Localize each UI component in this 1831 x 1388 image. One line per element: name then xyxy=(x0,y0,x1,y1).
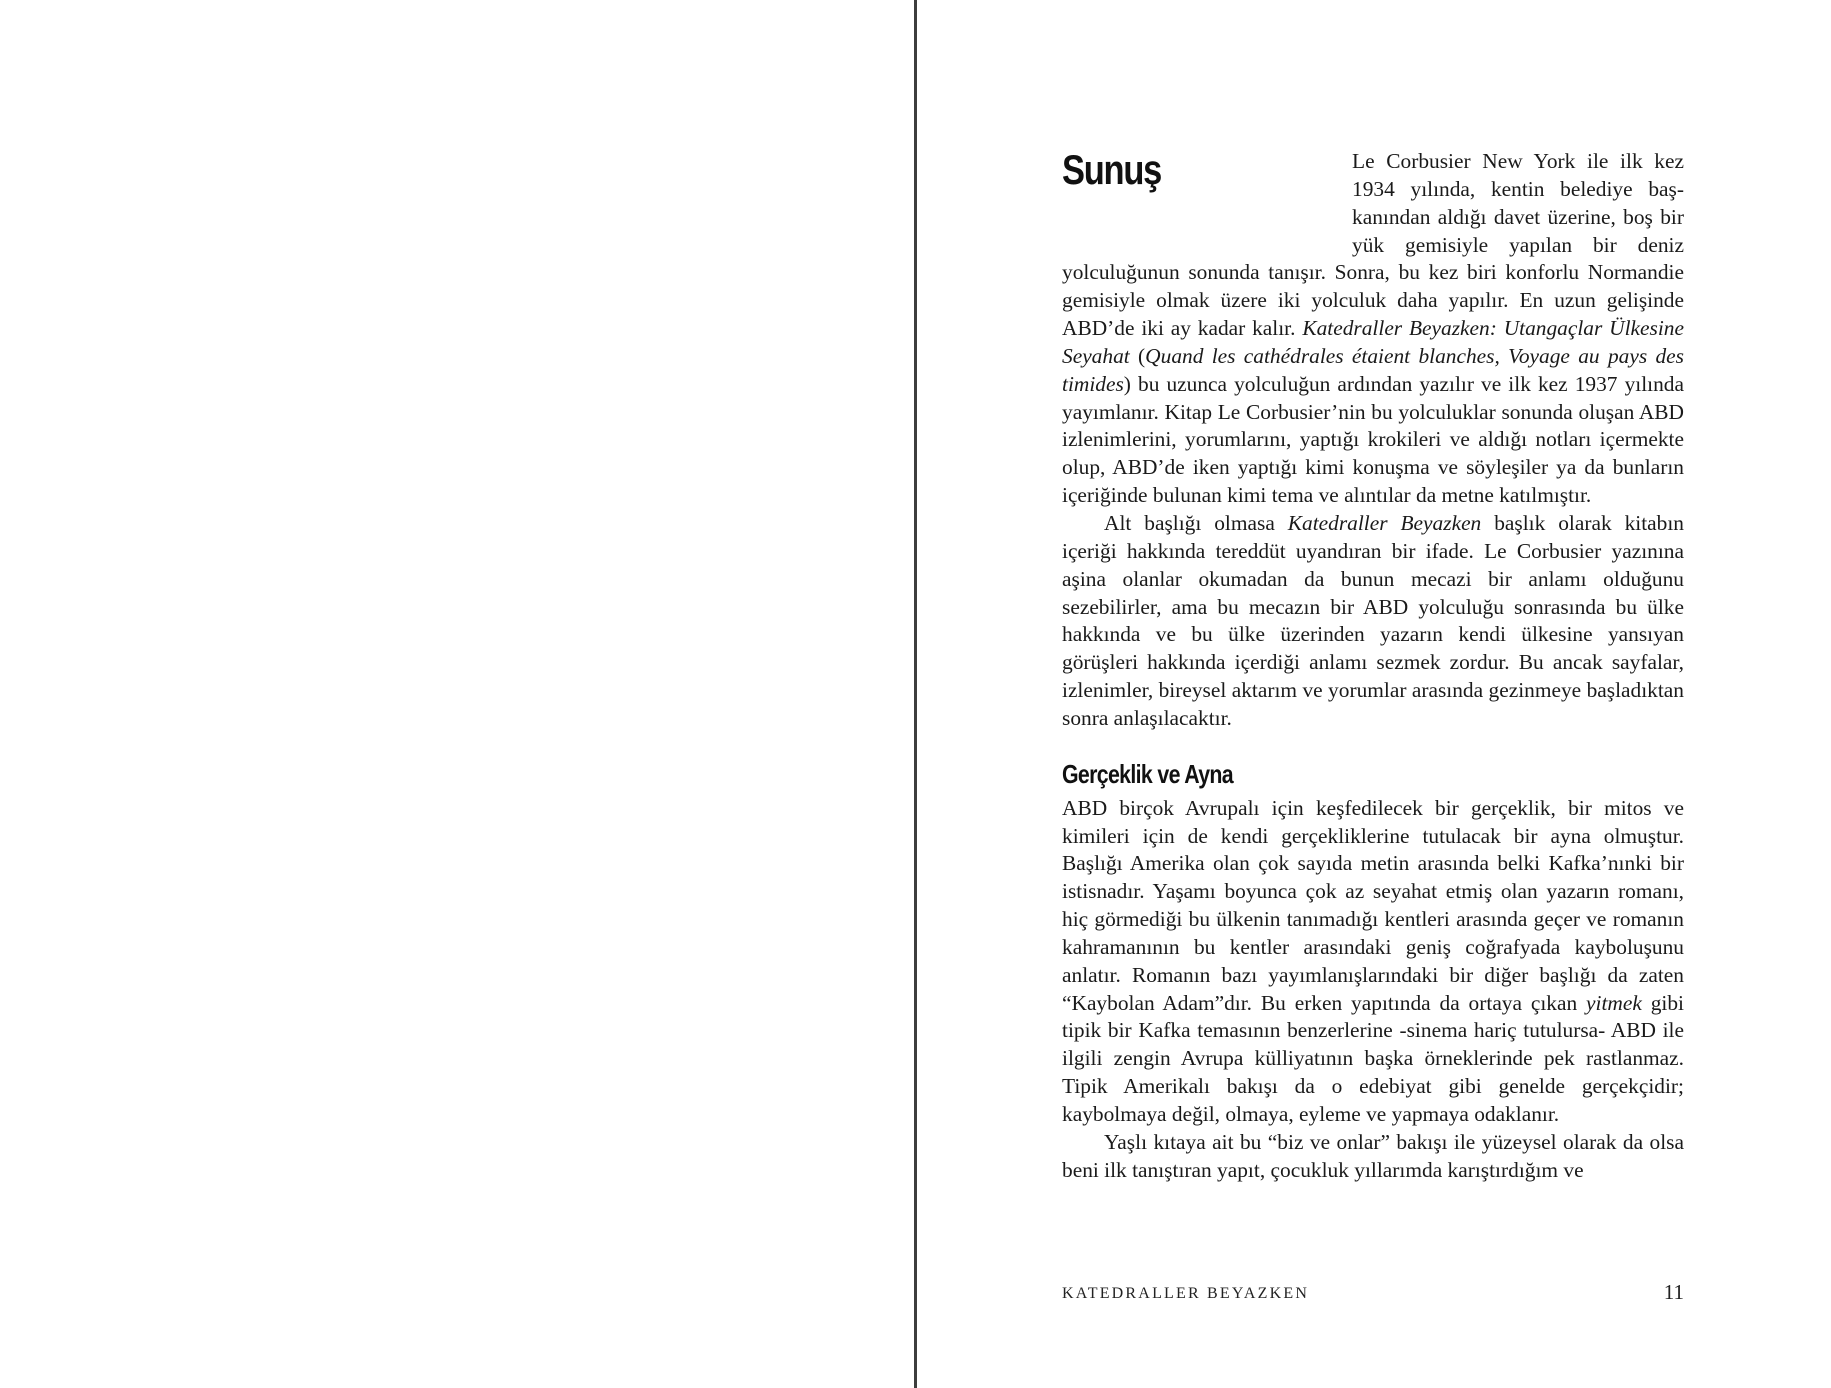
running-title: KATEDRALLER BEYAZKEN xyxy=(1062,1285,1310,1302)
italic-text: Quand les cathédrales étaient blanches, Voyage au pays des timides xyxy=(1062,343,1684,396)
text-column xyxy=(1062,148,1684,1185)
right-page xyxy=(917,0,1831,1388)
text-run: ) bu uzunca yolculuğun ardından yazılır ve ilk kez 1937 yılında yayımlanır. Kitap Le Corbusier’nin bu yolculuklar sonunda oluşan ABD izlenimlerini, yorumlarını, yaptığı krokileri ve aldığı notları içermekte olup, ABD’de iken yaptığı kimi konuşma ve söyleşiler ya da bunların içeriğinde bulunan kimi tema ve alıntılar da metne katılmıştır. xyxy=(1062,371,1684,508)
page-footer xyxy=(1062,1282,1684,1312)
section-heading: Gerçeklik ve Ayna xyxy=(1062,758,1233,789)
italic-text: Katedraller Beyazken: Utangaçlar Ülkesine Seyahat xyxy=(1062,316,1684,368)
paragraph xyxy=(1062,510,1684,733)
text-run: ( xyxy=(1129,343,1146,368)
text-run: başlık olarak kitabın içeriği hakkında tereddüt uyandıran bir ifade. Le Corbusier yazınına aşina olanlar okumadan da bunun mecazi bir anlamı olduğunu sezebilirler, ama bu mecazın bir ABD yolculuğu sonrasında bu ülke hakkında ve bu ülke üzerinden yazarın kendi ülkesine yansıyan görüşleri hakkında içerdiği anlamı sezmek zordur. Bu ancak sayfalar, izlenimler, bireysel aktarım ve yorumlar arasında gezinmeye başladıktan sonra anlaşılacaktır. xyxy=(1062,510,1684,730)
paragraph xyxy=(1062,1129,1684,1185)
text-run: gibi tipik bir Kafka temasının benzerlerine -sinema hariç tutulursa- ABD ile ilgili zengin Avrupa külliyatının başka örneklerinde pek rastlanmaz. Tipik Amerikalı bakışı da o edebiyat gibi genelde gerçekçidir; kaybolmaya değil, olmaya, eyleme ve yapmaya odaklanır. xyxy=(1062,990,1684,1126)
italic-text: Katedraller Beyazken xyxy=(1287,510,1482,535)
paragraph xyxy=(1062,795,1684,1129)
section-body xyxy=(1062,795,1684,1185)
text-run: Le Corbusier New York ile ilk kez 1934 yılında, kentin belediye başkanından aldığı davet üzerine, boş bir yük gemisiyle yapılan bir deniz yolculuğunun sonunda tanışır. Sonra, bu kez biri konforlu Normandie gemisiyle olmak üzere iki yolculuk daha yapılır. En uzun gelişinde ABD’de iki ay kadar kalır. xyxy=(1062,149,1684,341)
chapter-title: Sunuş xyxy=(1062,146,1162,193)
left-page-blank xyxy=(0,0,915,1388)
text-run: ABD birçok Avrupalı için keşfedilecek bir gerçeklik, bir mitos ve kimileri için de kendi gerçekliklerine tutulacak bir ayna olmuştur. Başlığı Amerika olan çok sayıda metin arasında belki Kafka’nınki bir istisnadır. Yaşamı boyunca çok az seyahat etmiş olan yazarın romanı, hiç görmediği bu ülkenin tanımadığı kentleri arasında geçer ve romanın kahramanının bu kentler arasındaki geniş coğrafyada kayboluşunu anlatır. Romanın bazı yayımlanışlarındaki bir diğer başlığı da zaten “Kaybolan Adam”dır. Bu erken yapıtında da ortaya çıkan xyxy=(1062,795,1684,1015)
chapter-body xyxy=(1062,148,1684,733)
page-number: 11 xyxy=(1663,1280,1684,1304)
italic-text: yitmek xyxy=(1586,990,1642,1015)
text-run: Alt başlığı olmasa xyxy=(1104,510,1288,535)
text-run: Yaşlı kıtaya ait bu “biz ve onlar” bakışı ile yüzeysel olarak da olsa beni ilk tanıştıran yapıt, çocukluk yıllarımda karıştırdığım ve xyxy=(1062,1129,1684,1182)
